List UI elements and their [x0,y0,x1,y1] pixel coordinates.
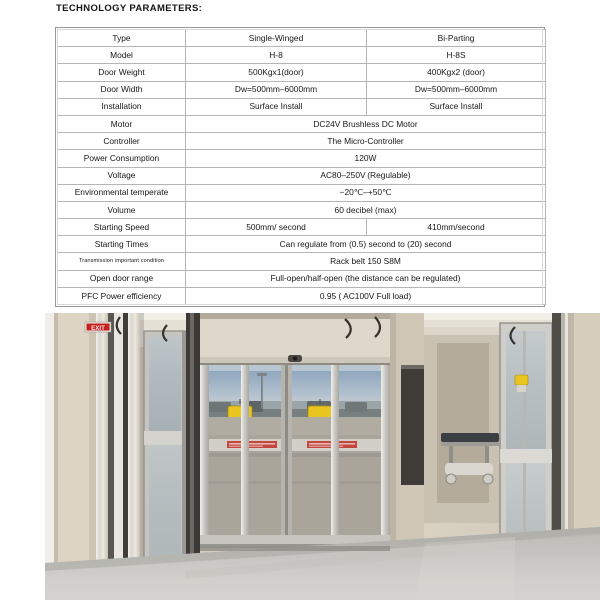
automatic-door-photo [45,313,600,600]
spec-row-label: Type [58,30,186,47]
spec-row-value-shared: Rack belt 150 S8M [186,253,546,270]
spec-row-value-shared: −20℃–+50℃ [186,184,546,201]
spec-row-value-single-winged: 500Kgx1(door) [186,64,367,81]
page-title: TECHNOLOGY PARAMETERS: [56,3,203,14]
exit-sign [85,322,111,332]
spec-row-value-shared: Can regulate from (0.5) second to (20) second [186,236,546,253]
table-row [58,115,546,132]
table-row [58,47,546,64]
spec-row-label: Controller [58,133,186,150]
spec-row-value-shared: Full-open/half-open (the distance can be regulated) [186,270,546,287]
spec-row-value-bi-parting: Dw=500mm–6000mm [367,81,546,98]
spec-row-value-bi-parting: 410mm/second [367,219,546,236]
corridor-doorway [424,327,502,523]
spec-row-value-shared: AC80–250V (Regulable) [186,167,546,184]
spec-table-body [58,30,546,305]
spec-row-label: Voltage [58,167,186,184]
table-row [58,30,546,47]
spec-row-value-single-winged: Surface Install [186,98,367,115]
spec-row-label: Door Weight [58,64,186,81]
safety-sticker-left [227,441,277,448]
spec-row-label: Model [58,47,186,64]
table-row [58,219,546,236]
spec-row-value-shared: 0.95 ( AC100V Full load) [186,287,546,304]
table-row [58,253,546,270]
spec-row-label: PFC Power efficiency [58,287,186,304]
spec-row-label: Open door range [58,270,186,287]
spec-row-label: Motor [58,115,186,132]
spec-row-label: Environmental temperate [58,184,186,201]
table-row [58,81,546,98]
table-row [58,184,546,201]
open-door-leaf-left [144,331,187,589]
table-row [58,64,546,81]
technology-parameters-table [55,27,545,307]
spec-row-label: Starting Times [58,236,186,253]
table-row [58,98,546,115]
spec-row-label: Power Consumption [58,150,186,167]
spec-row-label: Volume [58,201,186,218]
table-row [58,270,546,287]
spec-row-value-bi-parting: H‑8S [367,47,546,64]
table-row [58,287,546,304]
spec-row-value-bi-parting: 400Kgx2 (door) [367,64,546,81]
spec-row-value-shared: 120W [186,150,546,167]
exit-sign-label: EXIT [91,325,105,332]
spec-row-value-single-winged: H‑8 [186,47,367,64]
table-row [58,201,546,218]
spec-row-label: Door Width [58,81,186,98]
spec-row-value-shared: 60 decibel (max) [186,201,546,218]
spec-row-label: Transmission important condition [58,253,186,270]
table-row [58,167,546,184]
spec-row-value-single-winged: Dw=500mm–6000mm [186,81,367,98]
spec-row-value-bi-parting: Surface Install [367,98,546,115]
spec-row-value-bi-parting: Bi-Parting [367,30,546,47]
table-row [58,133,546,150]
spec-row-value-shared: The Micro-Controller [186,133,546,150]
spec-row-label: Starting Speed [58,219,186,236]
product-photo [45,313,600,600]
spec-row-value-single-winged: 500mm/ second [186,219,367,236]
sliding-glass-doors [200,365,390,545]
spec-table [57,29,546,305]
spec-row-value-single-winged: Single-Winged [186,30,367,47]
spec-row-value-shared: DC24V Brushless DC Motor [186,115,546,132]
table-row [58,236,546,253]
spec-row-label: Installation [58,98,186,115]
table-row [58,150,546,167]
